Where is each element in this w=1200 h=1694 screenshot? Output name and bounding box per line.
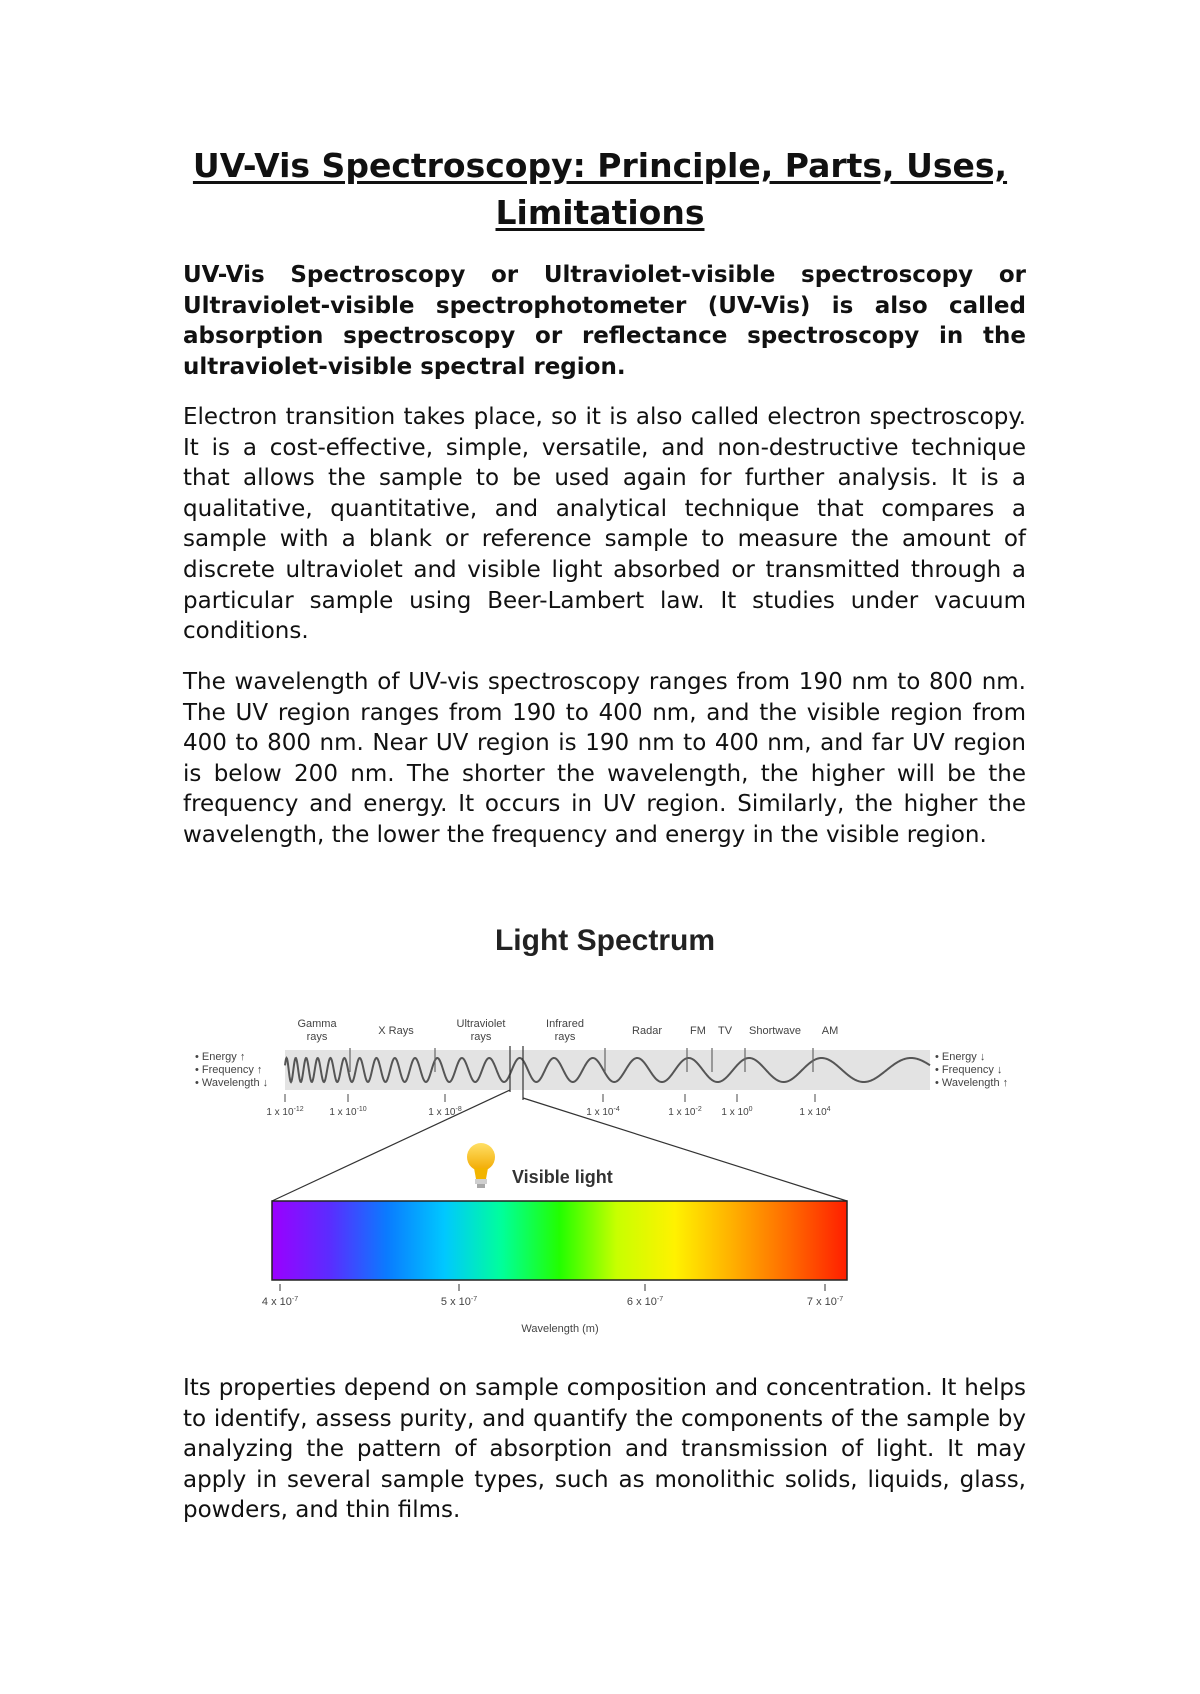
visible-light-label: Visible light [512,1167,613,1187]
band-label: TV [717,1025,733,1037]
intro-paragraph: UV-Vis Spectroscopy or Ultraviolet-visible spectroscopy or Ultraviolet-visible spectrophotometer (UV-Vis) is also called absorption spectroscopy or reflectance spectroscopy in the ultraviolet-visible spectral region. [183,262,1026,380]
scale-tick-label: 1 x $10^0$ [721,1106,753,1118]
x-axis-label: Wavelength (m) [521,1323,599,1335]
band-label: Shortwave [749,1025,801,1037]
visible-tick-label: 5 x $10^{-7}$ [440,1296,478,1308]
legend-frequency-high: • Frequency ↑ [195,1064,263,1076]
band-labels [297,1018,838,1043]
visible-tick-label: 6 x $10^{-7}$ [626,1296,664,1308]
scale-tick-label: 1 x $10^{-2}$ [668,1106,702,1118]
band-label: Ultraviolet rays [456,1018,506,1043]
visible-tick-label: 7 x $10^{-7}$ [806,1296,844,1308]
lightbulb-icon [467,1143,495,1188]
scale-tick-label: 1 x $10^4$ [799,1106,831,1118]
legend-frequency-low: • Frequency ↓ [935,1064,1003,1076]
visible-tick-label: 4 x $10^{-7}$ [261,1296,299,1308]
visible-wavelength-scale [262,1284,843,1308]
legend-energy-high: • Energy ↑ [195,1051,246,1063]
wavelength-paragraph: The wavelength of UV-vis spectroscopy ranges from 190 nm to 800 nm. The UV region ranges from 190 to 400 nm, and the visible region from 400 to 800 nm. Near UV region is 190 nm to 400 nm, and far UV region is below 200 nm. The shorter the wavelength, the higher will be the frequency and energy. It occurs in UV region. Similarly, the higher the wavelength, the lower the frequency and energy in the visible region. [183,669,1026,848]
band-label: X Rays [378,1025,414,1037]
band-label: FM [690,1025,706,1037]
band-label: Infrared rays [546,1018,584,1043]
legend-energy-low: • Energy ↓ [935,1051,986,1063]
right-legend [935,1051,1008,1089]
left-legend [195,1051,268,1089]
band-label: Radar [632,1025,662,1037]
visible-spectrum-bar [272,1201,847,1280]
electron-paragraph: Electron transition takes place, so it is also called electron spectroscopy. It is a cost-effective, simple, versatile, and non-destructive technique that allows the sample to be used again for further analysis. It is a qualitative, quantitative, and analytical technique that compares a sample with a blank or reference sample to measure the amount of discrete ultraviolet and visible light absorbed or transmitted through a particular sample using Beer-Lambert law. It studies under vacuum conditions. [183,404,1026,645]
page-title: UV-Vis Spectroscopy: Principle, Parts, Uses, Limitations [192,146,1008,232]
scale-tick-label: 1 x $10^{-12}$ [266,1106,304,1118]
band-label: AM [821,1025,839,1037]
figure-title: Light Spectrum [494,924,716,957]
properties-paragraph: Its properties depend on sample composition and concentration. It helps to identify, assess purity, and quantify the components of the sample by analyzing the pattern of absorption and transmission of light. It may apply in several sample types, such as monolithic solids, liquids, glass, powders, and thin films. [183,1375,1026,1524]
legend-wavelength-high: • Wavelength ↑ [935,1077,1009,1089]
scale-tick-label: 1 x $10^{-8}$ [428,1106,462,1118]
scale-tick-label: 1 x $10^{-10}$ [329,1106,367,1118]
light-spectrum-figure [185,900,1025,1350]
band-label: Gamma rays [297,1018,337,1043]
legend-wavelength-low: • Wavelength ↓ [195,1077,269,1089]
scale-tick-label: 1 x $10^{-4}$ [586,1106,620,1118]
